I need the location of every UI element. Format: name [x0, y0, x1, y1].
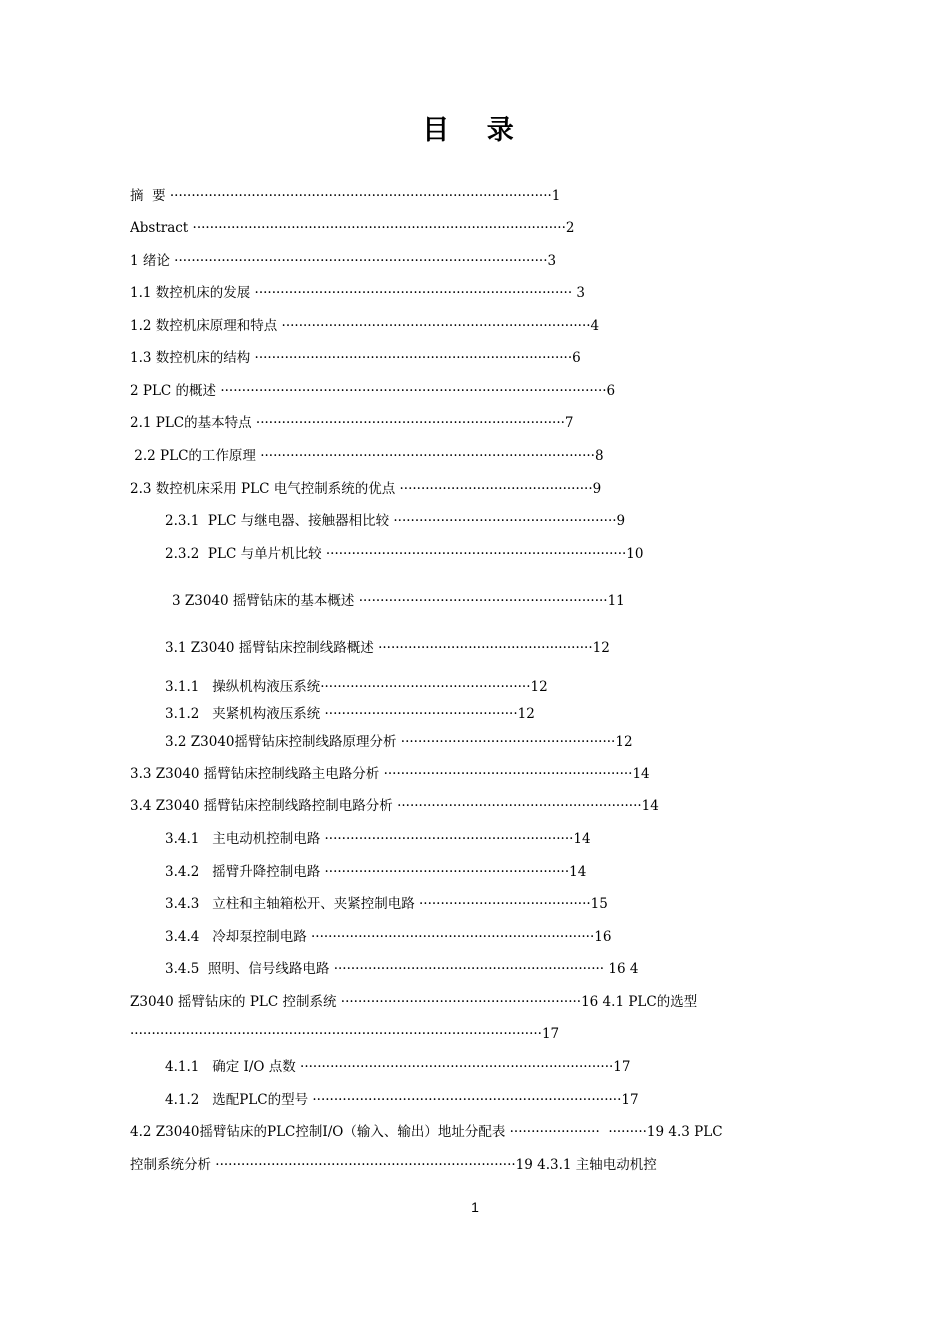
toc-entry-3-1: 3.1 Z3040 摇臂钻床控制线路概述 ··················································12 — [165, 640, 610, 656]
toc-entry-1: 1 绪论 ·······················································································3 — [130, 253, 557, 269]
toc-entry-4-1-2: 4.1.2 选配PLC的型号 ········································································17 — [165, 1092, 639, 1108]
toc-entry-3-4-2: 3.4.2 摇臂升降控制电路 ·························································14 — [165, 864, 587, 880]
toc-entry-3-1-2: 3.1.2 夹紧机构液压系统 ·············································12 — [165, 706, 535, 722]
page-title: 目 录 — [422, 115, 528, 146]
toc-entry-2-3-2: 2.3.2 PLC 与单片机比较 ······································································10 — [165, 546, 644, 562]
toc-entry-2-1: 2.1 PLC的基本特点 ········································································7 — [130, 415, 574, 431]
toc-entry-4-wrapped: Z3040 摇臂钻床的 PLC 控制系统 ························································16 4.1 PLC的选型 — [130, 994, 698, 1010]
toc-entry-2-3: 2.3 数控机床采用 PLC 电气控制系统的优点 ·············································9 — [130, 481, 602, 497]
toc-entry-2-2: 2.2 PLC的工作原理 ··············································································8 — [130, 448, 604, 464]
toc-entry-1-2: 1.2 数控机床原理和特点 ········································································4 — [130, 318, 600, 334]
toc-entry-3-4-3: 3.4.3 立柱和主轴箱松开、夹紧控制电路 ········································15 — [165, 896, 608, 912]
toc-entry-3-4-4: 3.4.4 冷却泵控制电路 ··································································16 — [165, 929, 612, 945]
toc-entry-3-4: 3.4 Z3040 摇臂钻床控制线路控制电路分析 ·························································14 — [130, 798, 659, 814]
page-number: 1 — [471, 1199, 479, 1215]
toc-entry-4-1-cont: ································································································17 — [130, 1026, 560, 1042]
toc-entry-4-2-wrapped: 4.2 Z3040摇臂钻床的PLC控制I/O（输入、输出）地址分配表 ····················· ·········19 4.3 PLC — [130, 1124, 723, 1140]
toc-entry-1-1: 1.1 数控机床的发展 ·········································································· 3 — [130, 285, 585, 301]
toc-entry-1-3: 1.3 数控机床的结构 ··········································································6 — [130, 350, 581, 366]
toc-entry-3-2: 3.2 Z3040摇臂钻床控制线路原理分析 ··················································12 — [165, 734, 633, 750]
toc-entry-4-3-cont: 控制系统分析 ······································································19 4.3.1 主轴电动机控 — [130, 1157, 657, 1173]
toc-entry-3-3: 3.3 Z3040 摇臂钻床控制线路主电路分析 ··························································14 — [130, 766, 650, 782]
toc-entry-abstract-en: Abstract ·······················································································2 — [130, 220, 575, 236]
toc-entry-4-1-1: 4.1.1 确定 I/O 点数 ·········································································17 — [165, 1059, 631, 1075]
toc-entry-3-4-5: 3.4.5 照明、信号线路电路 ······························································· 16 4 — [165, 961, 639, 977]
toc-entry-2: 2 PLC 的概述 ··························································································6 — [130, 383, 616, 399]
toc-entry-3: 3 Z3040 摇臂钻床的基本概述 ··························································11 — [172, 593, 625, 609]
toc-entry-3-1-1: 3.1.1 操纵机构液压系统·················································12 — [165, 679, 548, 695]
toc-entry-2-3-1: 2.3.1 PLC 与继电器、接触器相比较 ····················································9 — [165, 513, 626, 529]
toc-entry-abstract-cn: 摘 要 ·························································································1 — [130, 188, 561, 204]
toc-entry-3-4-1: 3.4.1 主电动机控制电路 ··························································14 — [165, 831, 591, 847]
